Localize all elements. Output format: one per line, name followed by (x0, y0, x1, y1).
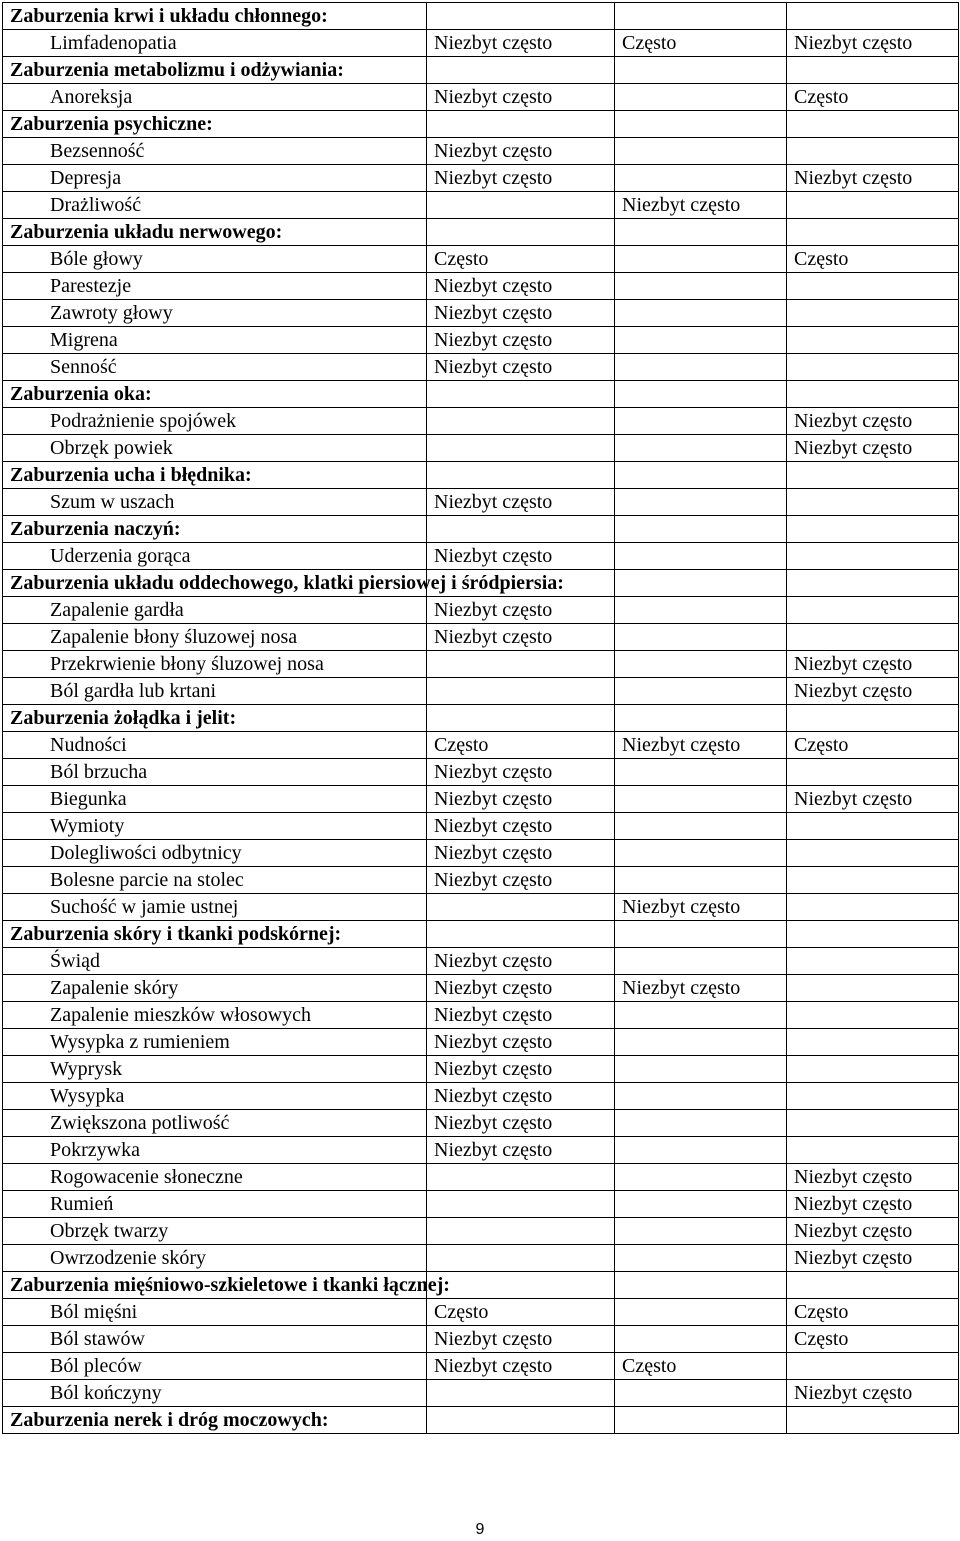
frequency-cell-1: Często (427, 1299, 615, 1326)
table-row (3, 165, 959, 192)
reaction-label: Depresja (3, 165, 427, 192)
reaction-label: Zapalenie mieszków włosowych (3, 1002, 427, 1029)
frequency-cell-3 (787, 57, 959, 84)
reaction-label: Zapalenie skóry (3, 975, 427, 1002)
frequency-cell-3: Często (787, 246, 959, 273)
table-row (3, 1002, 959, 1029)
frequency-cell-3: Często (787, 732, 959, 759)
reaction-label: Podrażnienie spojówek (3, 408, 427, 435)
reaction-label: Owrzodzenie skóry (3, 1245, 427, 1272)
frequency-cell-2 (615, 219, 787, 246)
category-label: Zaburzenia układu nerwowego: (3, 219, 427, 246)
category-row (3, 921, 959, 948)
frequency-cell-3 (787, 1002, 959, 1029)
frequency-cell-2 (615, 1029, 787, 1056)
frequency-cell-3 (787, 948, 959, 975)
frequency-cell-1: Niezbyt często (427, 624, 615, 651)
frequency-cell-3 (787, 1407, 959, 1434)
frequency-cell-3: Często (787, 84, 959, 111)
frequency-cell-3 (787, 1056, 959, 1083)
frequency-cell-1: Często (427, 246, 615, 273)
frequency-cell-1 (427, 678, 615, 705)
frequency-cell-3: Niezbyt często (787, 651, 959, 678)
frequency-cell-1: Niezbyt często (427, 813, 615, 840)
table-row (3, 543, 959, 570)
frequency-cell-1: Często (427, 732, 615, 759)
frequency-cell-1: Niezbyt często (427, 1110, 615, 1137)
table-row (3, 435, 959, 462)
frequency-cell-3 (787, 489, 959, 516)
frequency-cell-2 (615, 1380, 787, 1407)
frequency-cell-3 (787, 759, 959, 786)
reaction-label: Zawroty głowy (3, 300, 427, 327)
frequency-cell-3 (787, 1353, 959, 1380)
reaction-label: Obrzęk powiek (3, 435, 427, 462)
frequency-cell-2 (615, 1083, 787, 1110)
table-row (3, 1191, 959, 1218)
frequency-cell-2 (615, 381, 787, 408)
frequency-cell-3 (787, 597, 959, 624)
frequency-cell-1: Niezbyt często (427, 489, 615, 516)
frequency-cell-2 (615, 327, 787, 354)
reaction-label: Ból stawów (3, 1326, 427, 1353)
frequency-cell-2 (615, 678, 787, 705)
reaction-label: Rumień (3, 1191, 427, 1218)
table-row (3, 840, 959, 867)
frequency-cell-2 (615, 84, 787, 111)
frequency-cell-1 (427, 408, 615, 435)
category-row (3, 219, 959, 246)
table-row (3, 759, 959, 786)
reaction-label: Parestezje (3, 273, 427, 300)
frequency-cell-1 (427, 1272, 615, 1299)
table-row (3, 651, 959, 678)
frequency-cell-2 (615, 813, 787, 840)
frequency-cell-3 (787, 219, 959, 246)
frequency-cell-3 (787, 462, 959, 489)
frequency-cell-1: Niezbyt często (427, 840, 615, 867)
frequency-cell-2 (615, 1407, 787, 1434)
frequency-cell-3 (787, 273, 959, 300)
frequency-cell-1: Niezbyt często (427, 1056, 615, 1083)
frequency-cell-2 (615, 165, 787, 192)
frequency-cell-2 (615, 354, 787, 381)
frequency-cell-2 (615, 273, 787, 300)
table-row (3, 84, 959, 111)
frequency-cell-3 (787, 3, 959, 30)
frequency-cell-1 (427, 1164, 615, 1191)
table-row (3, 408, 959, 435)
frequency-cell-2 (615, 1137, 787, 1164)
frequency-cell-1: Niezbyt często (427, 1029, 615, 1056)
frequency-cell-3: Niezbyt często (787, 1218, 959, 1245)
reaction-label: Drażliwość (3, 192, 427, 219)
frequency-cell-1 (427, 1218, 615, 1245)
category-row (3, 57, 959, 84)
frequency-cell-3 (787, 1083, 959, 1110)
page-number: 9 (475, 1521, 485, 1538)
frequency-cell-2 (615, 1002, 787, 1029)
frequency-cell-2 (615, 111, 787, 138)
frequency-cell-1: Niezbyt często (427, 165, 615, 192)
frequency-cell-3: Niezbyt często (787, 786, 959, 813)
category-label: Zaburzenia krwi i układu chłonnego: (3, 3, 427, 30)
frequency-cell-2 (615, 408, 787, 435)
frequency-cell-3 (787, 381, 959, 408)
table-row (3, 948, 959, 975)
frequency-cell-2: Często (615, 30, 787, 57)
reaction-label: Suchość w jamie ustnej (3, 894, 427, 921)
frequency-cell-3 (787, 894, 959, 921)
frequency-cell-2 (615, 138, 787, 165)
frequency-cell-3 (787, 705, 959, 732)
frequency-cell-3: Niezbyt często (787, 1245, 959, 1272)
reaction-label: Rogowacenie słoneczne (3, 1164, 427, 1191)
frequency-cell-1 (427, 111, 615, 138)
category-row (3, 381, 959, 408)
category-row (3, 111, 959, 138)
frequency-cell-3: Niezbyt często (787, 165, 959, 192)
frequency-cell-1: Niezbyt często (427, 1353, 615, 1380)
category-label: Zaburzenia ucha i błędnika: (3, 462, 427, 489)
frequency-cell-1: Niezbyt często (427, 597, 615, 624)
frequency-cell-1 (427, 921, 615, 948)
table-row (3, 1164, 959, 1191)
frequency-cell-2 (615, 516, 787, 543)
reaction-label: Bóle głowy (3, 246, 427, 273)
category-row (3, 705, 959, 732)
frequency-cell-1: Niezbyt często (427, 138, 615, 165)
table-row (3, 1245, 959, 1272)
table-row (3, 192, 959, 219)
category-row (3, 516, 959, 543)
reaction-label: Bolesne parcie na stolec (3, 867, 427, 894)
reaction-label: Szum w uszach (3, 489, 427, 516)
reaction-label: Zwiększona potliwość (3, 1110, 427, 1137)
table-row (3, 786, 959, 813)
frequency-cell-3 (787, 1137, 959, 1164)
frequency-cell-1: Niezbyt często (427, 84, 615, 111)
frequency-cell-1: Niezbyt często (427, 354, 615, 381)
table-row (3, 975, 959, 1002)
reaction-label: Migrena (3, 327, 427, 354)
table-row (3, 1353, 959, 1380)
category-row (3, 1407, 959, 1434)
frequency-cell-3: Niezbyt często (787, 1164, 959, 1191)
frequency-cell-1 (427, 1407, 615, 1434)
reaction-label: Ból mięśni (3, 1299, 427, 1326)
frequency-cell-2 (615, 3, 787, 30)
reaction-label: Ból gardła lub krtani (3, 678, 427, 705)
frequency-cell-2 (615, 57, 787, 84)
reaction-label: Uderzenia gorąca (3, 543, 427, 570)
table-row (3, 597, 959, 624)
frequency-cell-1 (427, 381, 615, 408)
frequency-cell-1 (427, 435, 615, 462)
frequency-cell-3: Niezbyt często (787, 678, 959, 705)
frequency-cell-1 (427, 192, 615, 219)
category-label: Zaburzenia mięśniowo-szkieletowe i tkanki łącznej: (3, 1272, 427, 1299)
reaction-label: Świąd (3, 948, 427, 975)
frequency-cell-2 (615, 597, 787, 624)
table-row (3, 1137, 959, 1164)
frequency-cell-2 (615, 1056, 787, 1083)
table-row (3, 327, 959, 354)
frequency-cell-3 (787, 1029, 959, 1056)
frequency-cell-3 (787, 543, 959, 570)
frequency-cell-2 (615, 786, 787, 813)
table-row (3, 732, 959, 759)
frequency-cell-1: Niezbyt często (427, 273, 615, 300)
reaction-label: Senność (3, 354, 427, 381)
category-label: Zaburzenia nerek i dróg moczowych: (3, 1407, 427, 1434)
table-row (3, 624, 959, 651)
frequency-cell-1 (427, 1245, 615, 1272)
frequency-cell-2 (615, 1110, 787, 1137)
table-row (3, 489, 959, 516)
frequency-cell-2 (615, 570, 787, 597)
reaction-label: Biegunka (3, 786, 427, 813)
table-row (3, 138, 959, 165)
category-row (3, 462, 959, 489)
frequency-cell-3 (787, 975, 959, 1002)
frequency-cell-3 (787, 867, 959, 894)
frequency-cell-3 (787, 840, 959, 867)
table-row (3, 1110, 959, 1137)
frequency-cell-2: Niezbyt często (615, 732, 787, 759)
frequency-cell-1: Niezbyt często (427, 1083, 615, 1110)
frequency-cell-1 (427, 705, 615, 732)
frequency-cell-3: Niezbyt często (787, 1191, 959, 1218)
category-label: Zaburzenia psychiczne: (3, 111, 427, 138)
reaction-label: Ból pleców (3, 1353, 427, 1380)
reaction-label: Limfadenopatia (3, 30, 427, 57)
frequency-cell-1 (427, 462, 615, 489)
frequency-cell-2 (615, 1299, 787, 1326)
table-row (3, 1380, 959, 1407)
table-row (3, 300, 959, 327)
frequency-cell-3 (787, 1272, 959, 1299)
frequency-cell-3: Niezbyt często (787, 30, 959, 57)
frequency-cell-3: Często (787, 1299, 959, 1326)
frequency-cell-1 (427, 1191, 615, 1218)
frequency-cell-1: Niezbyt często (427, 948, 615, 975)
frequency-cell-3 (787, 192, 959, 219)
reaction-label: Zapalenie gardła (3, 597, 427, 624)
frequency-cell-1: Niezbyt często (427, 786, 615, 813)
frequency-cell-2 (615, 246, 787, 273)
frequency-cell-2 (615, 921, 787, 948)
frequency-cell-2: Niezbyt często (615, 975, 787, 1002)
frequency-cell-2 (615, 651, 787, 678)
table-row (3, 1083, 959, 1110)
table-row (3, 813, 959, 840)
frequency-cell-1 (427, 3, 615, 30)
frequency-cell-3 (787, 111, 959, 138)
reaction-label: Wyprysk (3, 1056, 427, 1083)
category-label: Zaburzenia skóry i tkanki podskórnej: (3, 921, 427, 948)
table-row (3, 1029, 959, 1056)
frequency-cell-2 (615, 462, 787, 489)
reaction-label: Ból brzucha (3, 759, 427, 786)
frequency-cell-2 (615, 300, 787, 327)
table-row (3, 1326, 959, 1353)
frequency-cell-2 (615, 1326, 787, 1353)
category-label: Zaburzenia układu oddechowego, klatki piersiowej i śródpiersia: (3, 570, 427, 597)
table-row (3, 30, 959, 57)
frequency-cell-1: Niezbyt często (427, 327, 615, 354)
reaction-label: Wysypka z rumieniem (3, 1029, 427, 1056)
frequency-cell-3 (787, 516, 959, 543)
frequency-cell-2 (615, 435, 787, 462)
reaction-label: Bezsenność (3, 138, 427, 165)
table-row (3, 1218, 959, 1245)
reaction-label: Ból kończyny (3, 1380, 427, 1407)
table-row (3, 678, 959, 705)
frequency-cell-1: Niezbyt często (427, 1137, 615, 1164)
frequency-cell-3: Niezbyt często (787, 1380, 959, 1407)
category-label: Zaburzenia żołądka i jelit: (3, 705, 427, 732)
table-row (3, 1056, 959, 1083)
frequency-cell-3 (787, 570, 959, 597)
frequency-cell-2 (615, 624, 787, 651)
frequency-cell-3: Niezbyt często (787, 435, 959, 462)
frequency-cell-2 (615, 840, 787, 867)
frequency-cell-1: Niezbyt często (427, 1002, 615, 1029)
frequency-cell-1: Niezbyt często (427, 759, 615, 786)
frequency-cell-1: Niezbyt często (427, 867, 615, 894)
frequency-cell-2 (615, 489, 787, 516)
frequency-cell-2 (615, 1191, 787, 1218)
frequency-cell-2 (615, 759, 787, 786)
frequency-cell-3 (787, 354, 959, 381)
adverse-reactions-table (2, 2, 959, 1434)
category-label: Zaburzenia metabolizmu i odżywiania: (3, 57, 427, 84)
table-row (3, 246, 959, 273)
frequency-cell-2 (615, 1218, 787, 1245)
category-label: Zaburzenia naczyń: (3, 516, 427, 543)
frequency-cell-2 (615, 1245, 787, 1272)
table-row (3, 894, 959, 921)
reaction-label: Wymioty (3, 813, 427, 840)
frequency-cell-1: Niezbyt często (427, 543, 615, 570)
reaction-label: Nudności (3, 732, 427, 759)
frequency-cell-2 (615, 948, 787, 975)
category-label: Zaburzenia oka: (3, 381, 427, 408)
frequency-cell-3 (787, 921, 959, 948)
frequency-cell-3 (787, 300, 959, 327)
frequency-cell-1 (427, 651, 615, 678)
frequency-cell-2: Niezbyt często (615, 192, 787, 219)
table-row (3, 354, 959, 381)
frequency-cell-3 (787, 624, 959, 651)
table-row (3, 1299, 959, 1326)
reaction-label: Przekrwienie błony śluzowej nosa (3, 651, 427, 678)
frequency-cell-1: Niezbyt często (427, 300, 615, 327)
reaction-label: Anoreksja (3, 84, 427, 111)
frequency-cell-3 (787, 813, 959, 840)
category-row (3, 570, 959, 597)
frequency-cell-1 (427, 57, 615, 84)
frequency-cell-1 (427, 894, 615, 921)
frequency-cell-3 (787, 327, 959, 354)
frequency-cell-1 (427, 516, 615, 543)
table-row (3, 273, 959, 300)
frequency-cell-2 (615, 705, 787, 732)
reaction-label: Obrzęk twarzy (3, 1218, 427, 1245)
frequency-cell-1: Niezbyt często (427, 1326, 615, 1353)
frequency-cell-3: Często (787, 1326, 959, 1353)
frequency-cell-2: Niezbyt często (615, 894, 787, 921)
frequency-cell-2 (615, 543, 787, 570)
frequency-cell-3: Niezbyt często (787, 408, 959, 435)
reaction-label: Dolegliwości odbytnicy (3, 840, 427, 867)
frequency-cell-2 (615, 1272, 787, 1299)
frequency-cell-2 (615, 1164, 787, 1191)
frequency-cell-3 (787, 1110, 959, 1137)
frequency-cell-1 (427, 1380, 615, 1407)
frequency-cell-1: Niezbyt często (427, 975, 615, 1002)
frequency-cell-3 (787, 138, 959, 165)
category-row (3, 1272, 959, 1299)
category-row (3, 3, 959, 30)
reaction-label: Wysypka (3, 1083, 427, 1110)
reaction-label: Zapalenie błony śluzowej nosa (3, 624, 427, 651)
reaction-label: Pokrzywka (3, 1137, 427, 1164)
frequency-cell-2: Często (615, 1353, 787, 1380)
table-row (3, 867, 959, 894)
frequency-cell-1 (427, 219, 615, 246)
frequency-cell-1: Niezbyt często (427, 30, 615, 57)
frequency-cell-2 (615, 867, 787, 894)
